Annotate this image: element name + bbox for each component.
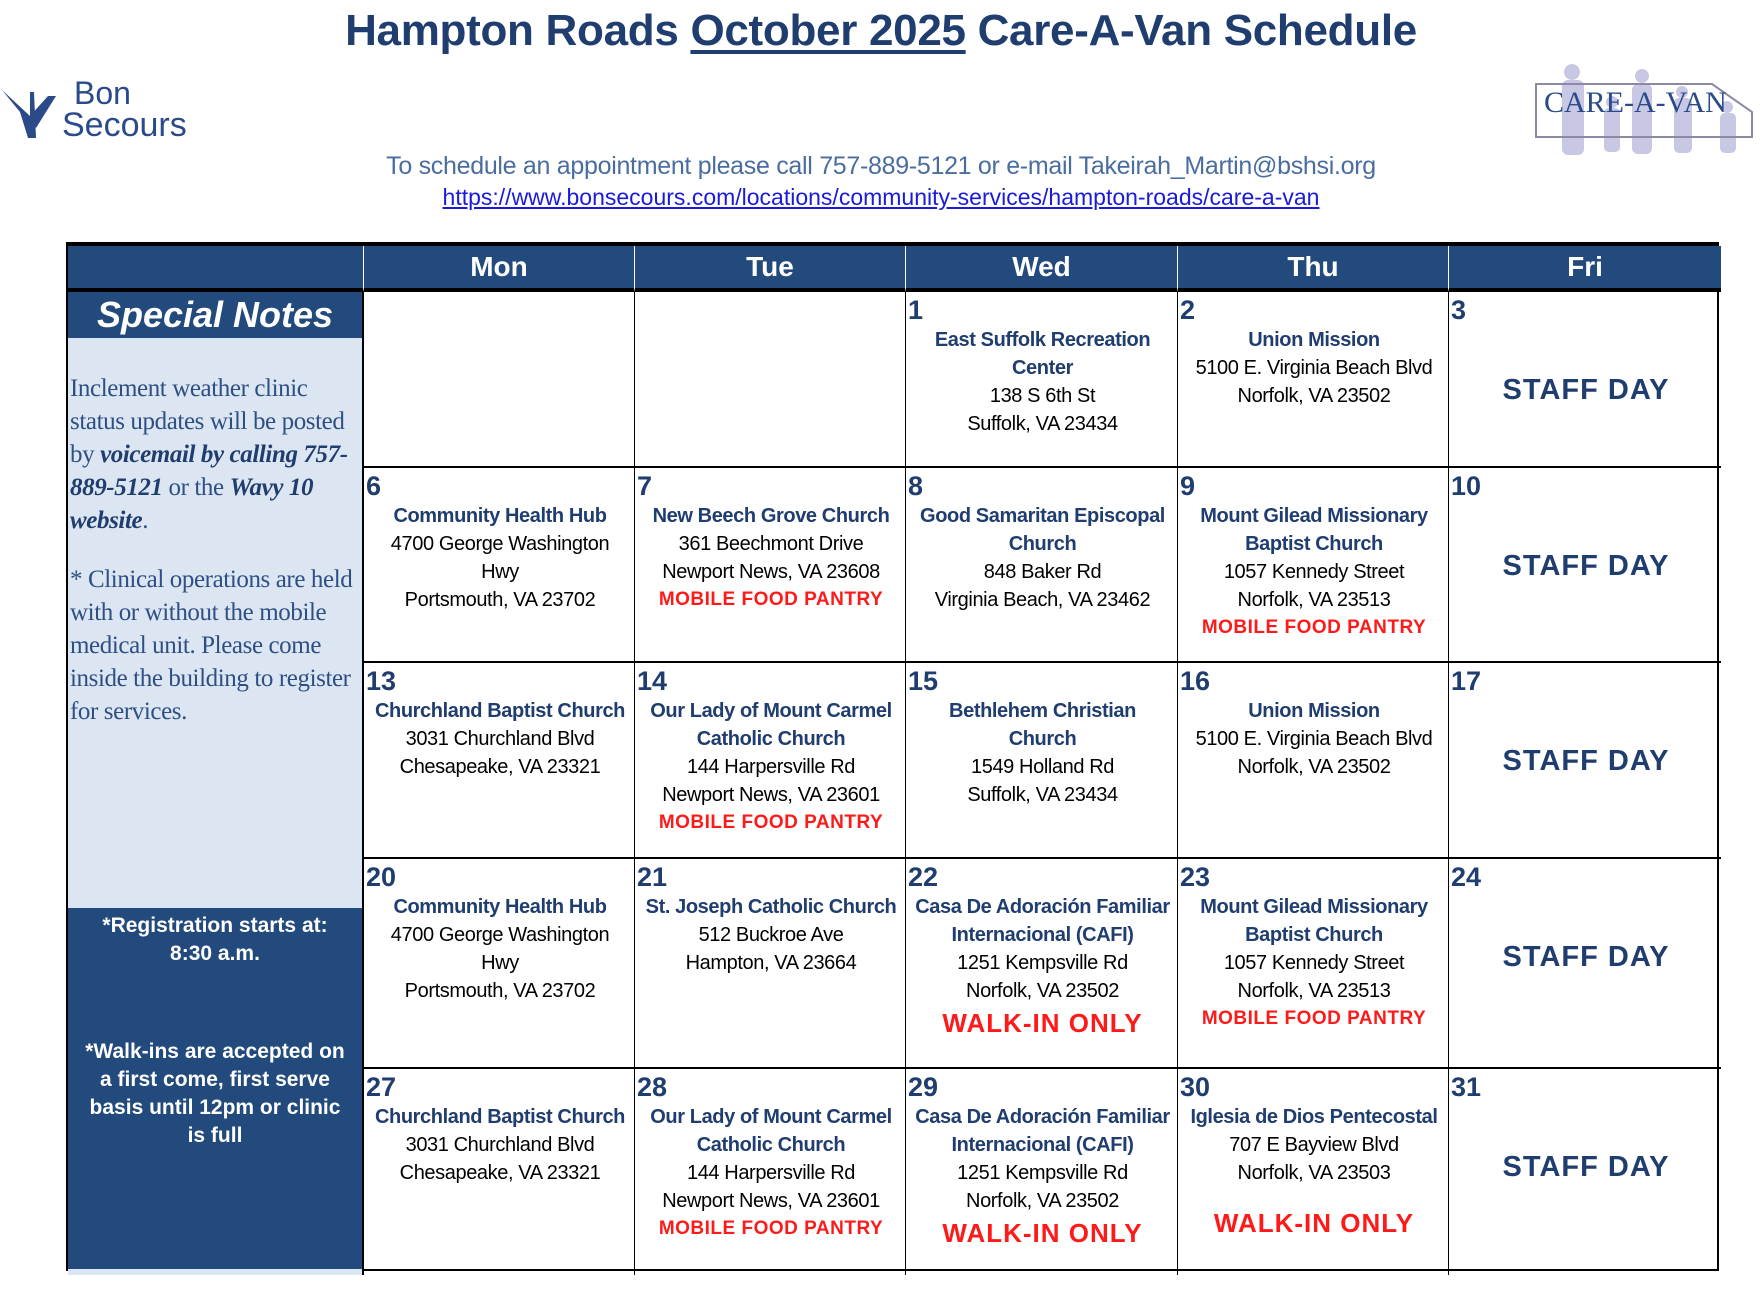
- header-fri: Fri: [1449, 246, 1721, 292]
- day-cell-7: [635, 468, 906, 663]
- date-number: 7: [637, 471, 653, 501]
- location-address: 5100 E. Virginia Beach Blvd: [1195, 357, 1433, 379]
- schedule-calendar: [66, 242, 1719, 1271]
- care-a-van-link[interactable]: https://www.bonsecours.com/locations/community-services/hampton-roads/care-a-van: [442, 184, 1320, 210]
- walk-in-only-label: WALK-IN ONLY: [942, 1008, 1143, 1038]
- walk-in-note: *Walk-ins are accepted on a first come, first serve basis until 12pm or clinic is full: [85, 1040, 345, 1147]
- location-address: 1057 Kennedy Street: [1223, 561, 1405, 583]
- location-address: Hwy: [481, 952, 519, 974]
- location-address: Norfolk, VA 23513: [1237, 589, 1391, 611]
- date-number: 31: [1451, 1072, 1482, 1102]
- location-name: Iglesia de Dios Pentecostal: [1190, 1106, 1438, 1128]
- location-address: Norfolk, VA 23513: [1237, 980, 1391, 1002]
- day-cell-15: [906, 663, 1178, 859]
- location-address: Hampton, VA 23664: [685, 952, 857, 974]
- location-name: Baptist Church: [1245, 924, 1383, 946]
- location-name: Church: [1008, 728, 1077, 750]
- date-number: 29: [908, 1072, 939, 1102]
- location-address: Norfolk, VA 23502: [966, 980, 1119, 1002]
- svg-text:CARE-A-VAN: CARE-A-VAN: [1544, 86, 1727, 119]
- day-cell-14: [635, 663, 906, 859]
- staff-day-label: STAFF DAY: [1502, 374, 1670, 406]
- day-cell-1: [906, 292, 1178, 468]
- svg-text:Bon: Bon: [74, 75, 131, 111]
- location-name: Union Mission: [1248, 329, 1380, 351]
- day-cell-27: [364, 1069, 635, 1275]
- location-address: 4700 George Washington: [390, 924, 610, 946]
- location-name: Internacional (CAFI): [951, 1134, 1134, 1156]
- date-number: 24: [1451, 862, 1482, 892]
- location-name: Union Mission: [1248, 700, 1380, 722]
- date-number: 17: [1451, 666, 1482, 696]
- header-tue: Tue: [635, 246, 906, 292]
- header-mon: Mon: [364, 246, 635, 292]
- location-name: Our Lady of Mount Carmel: [650, 700, 892, 722]
- location-address: Norfolk, VA 23502: [1237, 756, 1391, 778]
- day-cell-21: [635, 859, 906, 1069]
- location-address: Portsmouth, VA 23702: [404, 980, 596, 1002]
- page-title: Hampton Roads October 2025 Care-A-Van Schedule: [345, 6, 1417, 55]
- date-number: 28: [637, 1072, 668, 1102]
- location-address: 144 Harpersville Rd: [686, 1162, 856, 1184]
- notes-text: Inclement weather clinic status updates will be posted by voicemail by calling 757-889-5121 or the Wavy 10 website. * Clinical operations are held with or without the mobile medical unit. Please come inside the building to register for services.: [68, 338, 362, 728]
- location-address: 144 Harpersville Rd: [686, 756, 856, 778]
- mobile-food-pantry-label: MOBILE FOOD PANTRY: [1201, 617, 1427, 638]
- location-name: Church: [1008, 533, 1077, 555]
- date-number: 16: [1180, 666, 1211, 696]
- staff-day-label: STAFF DAY: [1502, 550, 1670, 582]
- location-address: Newport News, VA 23608: [662, 561, 880, 583]
- contact-info: To schedule an appointment please call 757-889-5121 or e-mail Takeirah_Martin@bshsi.org: [386, 152, 1376, 180]
- location-address: 1251 Kempsville Rd: [957, 952, 1128, 974]
- location-name: Churchland Baptist Church: [374, 700, 625, 722]
- day-cell-31: [1449, 1069, 1721, 1275]
- mobile-food-pantry-label: MOBILE FOOD PANTRY: [658, 812, 884, 833]
- date-number: 23: [1180, 862, 1211, 892]
- day-cell-20: [364, 859, 635, 1069]
- clinical-note: * Clinical operations are held with or without the mobile medical unit. Please come inside the building to register for services.: [70, 566, 353, 725]
- location-address: 361 Beechmont Drive: [678, 533, 864, 555]
- date-number: 10: [1451, 471, 1482, 501]
- location-address: Suffolk, VA 23434: [967, 413, 1118, 435]
- bon-secours-logo: [0, 72, 210, 142]
- location-name: Casa De Adoración Familiar: [915, 1106, 1170, 1128]
- location-address: Hwy: [481, 561, 519, 583]
- location-address: Newport News, VA 23601: [662, 1190, 880, 1212]
- day-cell-29: [906, 1069, 1178, 1275]
- empty-day-cell: [635, 292, 906, 468]
- day-cell-6: [364, 468, 635, 663]
- date-number: 3: [1451, 295, 1467, 325]
- day-cell-30: [1178, 1069, 1449, 1275]
- location-address: 848 Baker Rd: [983, 561, 1102, 583]
- svg-text:Secours: Secours: [62, 106, 187, 142]
- date-number: 21: [637, 862, 668, 892]
- header-wed: Wed: [906, 246, 1178, 292]
- day-cell-3: [1449, 292, 1721, 468]
- date-number: 20: [366, 862, 397, 892]
- location-name: Mount Gilead Missionary: [1200, 505, 1428, 527]
- header-thu: Thu: [1178, 246, 1449, 292]
- date-number: 9: [1180, 471, 1196, 501]
- location-address: Chesapeake, VA 23321: [399, 1162, 601, 1184]
- date-number: 1: [908, 295, 924, 325]
- day-cell-13: [364, 663, 635, 859]
- date-number: 6: [366, 471, 382, 501]
- location-name: Mount Gilead Missionary: [1200, 896, 1428, 918]
- location-name: Community Health Hub: [393, 896, 607, 918]
- location-name: Good Samaritan Episcopal: [920, 505, 1165, 527]
- location-address: 5100 E. Virginia Beach Blvd: [1195, 728, 1433, 750]
- walk-in-only-label: WALK-IN ONLY: [1213, 1208, 1415, 1238]
- registration-time: *Registration starts at: 8:30 a.m.: [102, 914, 328, 965]
- day-cell-17: [1449, 663, 1721, 859]
- date-number: 13: [366, 666, 397, 696]
- location-name: Center: [1012, 357, 1073, 379]
- location-name: Bethlehem Christian: [949, 700, 1136, 722]
- location-address: Chesapeake, VA 23321: [399, 756, 601, 778]
- location-address: Norfolk, VA 23502: [966, 1190, 1119, 1212]
- location-address: Portsmouth, VA 23702: [404, 589, 596, 611]
- date-number: 2: [1180, 295, 1196, 325]
- day-cell-23: [1178, 859, 1449, 1069]
- day-cell-16: [1178, 663, 1449, 859]
- mobile-food-pantry-label: MOBILE FOOD PANTRY: [658, 589, 884, 610]
- mobile-food-pantry-label: MOBILE FOOD PANTRY: [658, 1218, 884, 1239]
- staff-day-label: STAFF DAY: [1502, 1151, 1670, 1183]
- staff-day-label: STAFF DAY: [1502, 941, 1670, 973]
- location-address: 1251 Kempsville Rd: [957, 1162, 1128, 1184]
- location-address: 707 E Bayview Blvd: [1229, 1134, 1399, 1156]
- location-name: Churchland Baptist Church: [374, 1106, 625, 1128]
- location-name: Baptist Church: [1245, 533, 1383, 555]
- location-name: Our Lady of Mount Carmel: [650, 1106, 892, 1128]
- location-address: Newport News, VA 23601: [662, 784, 880, 806]
- location-name: Catholic Church: [696, 1134, 846, 1156]
- location-address: Norfolk, VA 23503: [1237, 1162, 1391, 1184]
- location-address: Virginia Beach, VA 23462: [934, 589, 1151, 611]
- location-address: 1057 Kennedy Street: [1223, 952, 1405, 974]
- care-a-van-logo: [1532, 62, 1757, 162]
- day-cell-22: [906, 859, 1178, 1069]
- empty-day-cell: [364, 292, 635, 468]
- date-number: 14: [637, 666, 668, 696]
- location-name: New Beech Grove Church: [652, 505, 890, 527]
- location-name: Catholic Church: [696, 728, 846, 750]
- location-address: 138 S 6th St: [989, 385, 1096, 407]
- day-cell-24: [1449, 859, 1721, 1069]
- date-number: 8: [908, 471, 924, 501]
- date-number: 22: [908, 862, 939, 892]
- walk-in-only-label: WALK-IN ONLY: [942, 1218, 1143, 1248]
- date-number: [637, 296, 905, 326]
- spacer: [1180, 1187, 1448, 1205]
- location-name: Community Health Hub: [393, 505, 607, 527]
- special-notes-panel: [68, 292, 364, 1275]
- date-number: 30: [1180, 1072, 1211, 1102]
- special-notes-title: Special Notes: [68, 292, 362, 338]
- day-cell-8: [906, 468, 1178, 663]
- mobile-food-pantry-label: MOBILE FOOD PANTRY: [1201, 1008, 1427, 1029]
- location-name: St. Joseph Catholic Church: [645, 896, 897, 918]
- day-cell-9: [1178, 468, 1449, 663]
- staff-day-label: STAFF DAY: [1502, 745, 1670, 777]
- location-name: Casa De Adoración Familiar: [915, 896, 1170, 918]
- header-blank: [68, 246, 364, 292]
- title-month: October 2025: [690, 6, 966, 55]
- location-name: Internacional (CAFI): [951, 924, 1134, 946]
- date-number: 15: [908, 666, 939, 696]
- location-name: East Suffolk Recreation: [934, 329, 1151, 351]
- day-cell-2: [1178, 292, 1449, 468]
- location-address: Norfolk, VA 23502: [1237, 385, 1391, 407]
- location-address: Suffolk, VA 23434: [967, 784, 1118, 806]
- location-address: 3031 Churchland Blvd: [405, 728, 595, 750]
- location-address: 3031 Churchland Blvd: [405, 1134, 595, 1156]
- day-cell-28: [635, 1069, 906, 1275]
- day-cell-10: [1449, 468, 1721, 663]
- location-address: 1549 Holland Rd: [971, 756, 1114, 778]
- date-number: [366, 296, 634, 326]
- location-address: 512 Buckroe Ave: [698, 924, 844, 946]
- date-number: 27: [366, 1072, 397, 1102]
- location-address: 4700 George Washington: [390, 533, 610, 555]
- registration-info: [68, 908, 362, 1269]
